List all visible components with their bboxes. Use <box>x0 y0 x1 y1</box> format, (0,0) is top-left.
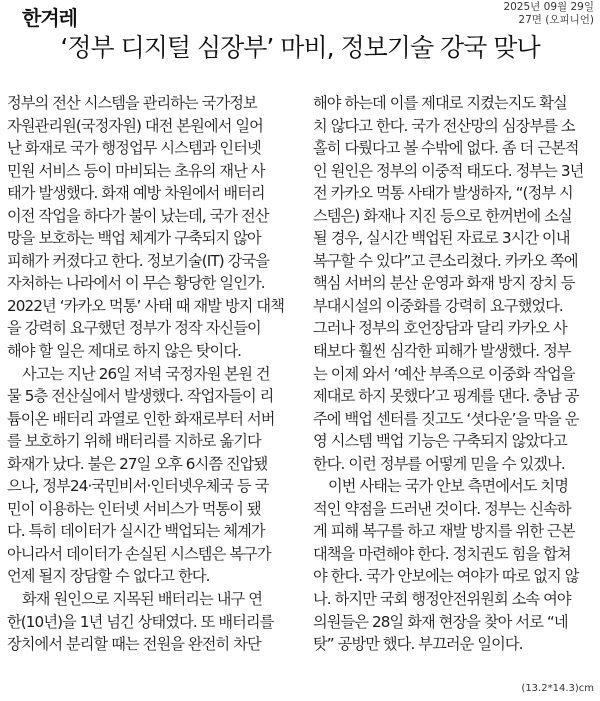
text-line: 치 않다고 한다. 국가 전산망의 심장부를 소 <box>313 116 575 135</box>
text-line: 핵심 서버의 분산 운영과 화재 방지 장치 등 <box>313 274 575 293</box>
article-title: ‘정부 디지털 심장부’ 마비, 정보기술 강국 맞나 <box>60 33 540 62</box>
text-line: 아니라서 데이터가 손실된 시스템은 복구가 <box>7 544 271 563</box>
text-line: 이전 작업을 하다가 불이 났는데, 국가 전산 <box>7 206 269 225</box>
text-line: 한(10년)을 1년 넘긴 상태였다. 또 배터리를 <box>7 612 274 631</box>
text-line: 언제 될지 장담할 수 없다고 한다. <box>7 567 210 586</box>
text-line: 홀히 다뤘다고 볼 수밖에 없다. 좀 더 근본적 <box>313 139 579 158</box>
text-line: 탓” 공방만 했다. 부끄러운 일이다. <box>313 635 523 654</box>
text-line: 을 강력히 요구했던 정부가 정작 자신들이 <box>7 319 261 338</box>
page-section: 27면 (오피니언) <box>518 14 594 26</box>
text-line: 대책을 마련해야 한다. 정치권도 힘을 합쳐 <box>313 544 571 563</box>
text-line: 전 카카오 먹통 사태가 발생하자, “(정부 시 <box>313 184 573 203</box>
publication-date: 2025년 09월 29일 <box>503 1 594 13</box>
text-line: 부대시설의 이중화를 강력히 요구했었다. <box>313 296 563 315</box>
text-line: 물 5층 전산실에서 발생했다. 작업자들이 리 <box>7 387 274 406</box>
text-line: 야 한다. 국가 안보에는 여야가 따로 없지 않 <box>313 567 579 586</box>
text-line: 화재 원인으로 지목된 배터리는 내구 연 <box>22 590 262 609</box>
text-line: 는 이제 와서 ‘예산 부족으로 이중화 작업을 <box>313 364 575 383</box>
text-line: 복구할 수 있다”고 큰소리쳤다. 카카오 쪽에 <box>313 251 578 270</box>
text-line: 해야 하는데 이를 제대로 지켰는지도 확실 <box>313 94 567 112</box>
text-line: 이번 사태는 국가 안보 측면에서도 치명 <box>328 477 568 496</box>
text-line: 나. 하지만 국회 행정안전위원회 소속 여야 <box>313 590 571 609</box>
text-line: 의원들은 28일 화재 현장을 찾아 서로 “네 <box>313 612 568 631</box>
text-line: 게 피해 복구를 하고 재발 방지를 위한 근본 <box>313 522 575 541</box>
text-line: 한다. 이런 정부를 어떻게 믿을 수 있겠나. <box>313 454 565 473</box>
text-line: 주에 백업 센터를 짓고도 ‘셧다운’을 막을 운 <box>313 409 579 428</box>
text-line: 장치에서 분리할 때는 전원을 완전히 차단 <box>7 635 261 654</box>
text-line: 민이 이용하는 인터넷 서비스가 먹통이 됐 <box>7 499 261 518</box>
text-line: 사고는 지난 26일 저녁 국정자원 본원 건 <box>22 364 270 383</box>
text-line: 2022년 ‘카카오 먹통’ 사태 때 재발 방지 대책 <box>7 296 284 315</box>
text-line: 제대로 하지 못했다’고 핑계를 댄다. 충남 공 <box>313 387 579 406</box>
text-line: 화재가 났다. 불은 27일 오후 6시쯤 진압됐 <box>7 454 268 473</box>
text-line: 인 원인은 정부의 이중적 태도다. 정부는 3년 <box>313 161 584 180</box>
text-line: 태보다 훨씬 심각한 피해가 발생했다. 정부 <box>313 342 571 361</box>
text-line: 정부의 전산 시스템을 관리하는 국가정보 <box>7 94 257 112</box>
text-line: 될 경우, 실시간 백업된 자료로 3시간 이내 <box>313 229 570 248</box>
text-line: 해야 할 일은 제대로 하지 않은 탓이다. <box>7 342 242 361</box>
clipping-size-note: (13.2*14.3)cm <box>521 683 594 694</box>
text-line: 태가 발생했다. 화재 예방 차원에서 배터리 <box>7 184 265 203</box>
text-line: 으나, 정부24·국민비서·인터넷우체국 등 국 <box>7 477 269 496</box>
text-line: 다. 특히 데이터가 실시간 백업되는 체계가 <box>7 522 265 541</box>
article-column-right <box>313 92 596 656</box>
publication-info <box>503 1 594 27</box>
text-line: 자처하는 나라에서 이 무슨 황당한 일인가. <box>7 274 265 293</box>
text-line: 그러나 정부의 호언장담과 달리 카카오 사 <box>313 319 567 338</box>
text-line: 자원관리원(국정자원) 대전 본원에서 일어 <box>7 116 263 135</box>
text-line: 피해가 커졌다고 한다. 정보기술(IT) 강국을 <box>7 251 269 270</box>
text-line: 영 시스템 백업 기능은 구축되지 않았다고 <box>313 432 567 451</box>
text-line: 망을 보호하는 백업 체계가 구축되지 않아 <box>7 229 261 248</box>
newspaper-logo: 한겨레 <box>22 6 77 30</box>
text-line: 를 보호하기 위해 배터리를 지하로 옮기다 <box>7 432 261 451</box>
text-line: 튬이온 배터리 과열로 인한 화재로부터 서버 <box>7 409 275 428</box>
text-line: 난 화재로 국가 행정업무 시스템과 인터넷 <box>7 139 261 158</box>
text-line: 적인 약점을 드러낸 것이다. 정부는 신속하 <box>313 499 571 518</box>
text-line: 민원 서비스 등이 마비되는 초유의 재난 사 <box>7 161 265 180</box>
article-column-left <box>7 92 290 656</box>
text-line: 스템은) 화재나 지진 등으로 한꺼번에 소실 <box>313 206 572 225</box>
